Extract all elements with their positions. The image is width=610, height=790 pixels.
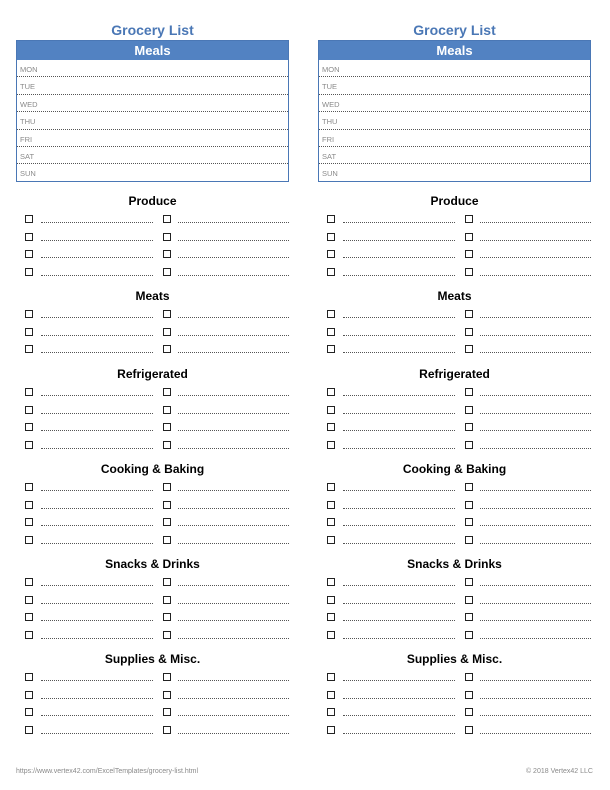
item-write-line[interactable] xyxy=(178,680,289,681)
item-checkbox[interactable] xyxy=(327,483,335,491)
list-title: Grocery List xyxy=(413,22,496,38)
section-title: Snacks & Drinks xyxy=(407,557,502,571)
item-checkbox[interactable] xyxy=(25,501,33,509)
meal-row-fri[interactable]: FRI xyxy=(319,130,590,147)
item-write-line[interactable] xyxy=(343,395,455,396)
item-write-line[interactable] xyxy=(480,620,591,621)
item-checkbox[interactable] xyxy=(465,215,473,223)
item-checkbox[interactable] xyxy=(327,345,335,353)
item-checkbox[interactable] xyxy=(465,631,473,639)
item-checkbox[interactable] xyxy=(25,726,33,734)
item-row xyxy=(16,382,289,400)
item-row xyxy=(318,227,591,245)
meals-table xyxy=(318,40,591,182)
meal-row-sat[interactable]: SAT xyxy=(17,147,288,164)
item-write-line[interactable] xyxy=(343,603,455,604)
item-write-line[interactable] xyxy=(41,430,153,431)
item-checkbox[interactable] xyxy=(327,310,335,318)
item-checkbox[interactable] xyxy=(25,250,33,258)
section-refrigerated xyxy=(318,367,591,452)
item-write-line[interactable] xyxy=(41,490,153,491)
item-checkbox[interactable] xyxy=(163,268,171,276)
item-write-line[interactable] xyxy=(480,638,591,639)
section-title: Produce xyxy=(128,194,177,208)
grocery-list-right xyxy=(318,0,591,666)
item-row xyxy=(318,625,591,643)
meal-row-tue[interactable]: TUE xyxy=(319,77,590,94)
item-row xyxy=(16,702,289,720)
item-checkbox[interactable] xyxy=(25,518,33,526)
item-checkbox[interactable] xyxy=(163,345,171,353)
item-write-line[interactable] xyxy=(178,620,289,621)
item-checkbox[interactable] xyxy=(465,518,473,526)
section-produce xyxy=(16,194,289,279)
item-write-line[interactable] xyxy=(41,525,153,526)
section-produce xyxy=(318,194,591,279)
footer-copyright: © 2018 Vertex42 LLC xyxy=(525,768,593,775)
item-row xyxy=(318,262,591,280)
meal-row-mon[interactable]: MON xyxy=(17,60,288,77)
meal-row-wed[interactable]: WED xyxy=(17,95,288,112)
item-checkbox[interactable] xyxy=(163,596,171,604)
item-checkbox[interactable] xyxy=(163,483,171,491)
section-meats xyxy=(318,289,591,357)
item-write-line[interactable] xyxy=(41,275,153,276)
item-checkbox[interactable] xyxy=(25,596,33,604)
section-title: Snacks & Drinks xyxy=(105,557,200,571)
item-write-line[interactable] xyxy=(41,715,153,716)
item-checkbox[interactable] xyxy=(327,268,335,276)
item-checkbox[interactable] xyxy=(163,423,171,431)
item-row xyxy=(16,607,289,625)
item-row xyxy=(318,572,591,590)
item-row xyxy=(16,417,289,435)
item-row xyxy=(16,339,289,357)
item-row xyxy=(16,304,289,322)
item-write-line[interactable] xyxy=(480,240,591,241)
item-row xyxy=(16,495,289,513)
item-write-line[interactable] xyxy=(41,317,153,318)
item-checkbox[interactable] xyxy=(327,215,335,223)
item-write-line[interactable] xyxy=(480,413,591,414)
item-checkbox[interactable] xyxy=(465,388,473,396)
item-checkbox[interactable] xyxy=(465,596,473,604)
section-title: Cooking & Baking xyxy=(100,462,205,476)
item-checkbox[interactable] xyxy=(25,691,33,699)
item-write-line[interactable] xyxy=(480,715,591,716)
item-checkbox[interactable] xyxy=(163,406,171,414)
item-write-line[interactable] xyxy=(480,490,591,491)
list-title: Grocery List xyxy=(111,22,194,38)
item-checkbox[interactable] xyxy=(25,345,33,353)
item-write-line[interactable] xyxy=(343,222,455,223)
item-write-line[interactable] xyxy=(41,352,153,353)
item-row xyxy=(318,607,591,625)
item-write-line[interactable] xyxy=(480,222,591,223)
meals-table xyxy=(16,40,289,182)
item-checkbox[interactable] xyxy=(465,483,473,491)
item-write-line[interactable] xyxy=(480,585,591,586)
footer-url[interactable]: https://www.vertex42.com/ExcelTemplates/grocery-list.html xyxy=(16,768,199,775)
section-snacks-drinks xyxy=(16,557,289,642)
item-write-line[interactable] xyxy=(480,335,591,336)
item-checkbox[interactable] xyxy=(25,388,33,396)
section-title: Produce xyxy=(430,194,479,208)
item-checkbox[interactable] xyxy=(163,726,171,734)
item-row xyxy=(318,435,591,453)
item-write-line[interactable] xyxy=(178,395,289,396)
item-checkbox[interactable] xyxy=(25,233,33,241)
item-write-line[interactable] xyxy=(178,257,289,258)
item-write-line[interactable] xyxy=(178,430,289,431)
item-checkbox[interactable] xyxy=(327,578,335,586)
item-write-line[interactable] xyxy=(178,733,289,734)
item-checkbox[interactable] xyxy=(465,423,473,431)
item-write-line[interactable] xyxy=(480,508,591,509)
item-checkbox[interactable] xyxy=(327,250,335,258)
item-row xyxy=(318,209,591,227)
item-checkbox[interactable] xyxy=(25,483,33,491)
meal-row-wed[interactable]: WED xyxy=(319,95,590,112)
item-write-line[interactable] xyxy=(480,317,591,318)
item-write-line[interactable] xyxy=(480,430,591,431)
meals-header: Meals xyxy=(17,41,288,60)
item-write-line[interactable] xyxy=(178,275,289,276)
item-checkbox[interactable] xyxy=(25,631,33,639)
item-write-line[interactable] xyxy=(178,240,289,241)
item-checkbox[interactable] xyxy=(327,406,335,414)
item-write-line[interactable] xyxy=(41,222,153,223)
item-row xyxy=(16,590,289,608)
item-row xyxy=(16,512,289,530)
item-write-line[interactable] xyxy=(480,448,591,449)
section-snacks-drinks xyxy=(318,557,591,642)
item-write-line[interactable] xyxy=(480,680,591,681)
item-write-line[interactable] xyxy=(41,395,153,396)
item-write-line[interactable] xyxy=(343,715,455,716)
item-write-line[interactable] xyxy=(178,715,289,716)
item-checkbox[interactable] xyxy=(327,441,335,449)
item-write-line[interactable] xyxy=(480,352,591,353)
item-write-line[interactable] xyxy=(343,585,455,586)
item-checkbox[interactable] xyxy=(465,726,473,734)
item-checkbox[interactable] xyxy=(465,613,473,621)
item-row xyxy=(318,417,591,435)
item-row xyxy=(318,304,591,322)
item-checkbox[interactable] xyxy=(163,536,171,544)
item-checkbox[interactable] xyxy=(327,708,335,716)
item-checkbox[interactable] xyxy=(327,613,335,621)
item-checkbox[interactable] xyxy=(163,441,171,449)
item-write-line[interactable] xyxy=(41,698,153,699)
item-checkbox[interactable] xyxy=(163,708,171,716)
meal-row-tue[interactable]: TUE xyxy=(17,77,288,94)
item-checkbox[interactable] xyxy=(25,673,33,681)
item-write-line[interactable] xyxy=(343,430,455,431)
item-checkbox[interactable] xyxy=(327,501,335,509)
item-write-line[interactable] xyxy=(343,638,455,639)
item-write-line[interactable] xyxy=(480,733,591,734)
item-row xyxy=(16,477,289,495)
item-write-line[interactable] xyxy=(343,490,455,491)
item-checkbox[interactable] xyxy=(465,691,473,699)
item-write-line[interactable] xyxy=(41,508,153,509)
item-row xyxy=(16,244,289,262)
item-checkbox[interactable] xyxy=(163,250,171,258)
meal-row-sat[interactable]: SAT xyxy=(319,147,590,164)
item-write-line[interactable] xyxy=(41,413,153,414)
section-title: Supplies & Misc. xyxy=(406,652,503,666)
item-write-line[interactable] xyxy=(178,508,289,509)
item-checkbox[interactable] xyxy=(327,423,335,431)
meal-row-sun[interactable]: SUN xyxy=(20,169,36,179)
section-supplies-misc xyxy=(16,652,289,737)
item-write-line[interactable] xyxy=(343,525,455,526)
item-checkbox[interactable] xyxy=(327,536,335,544)
item-row xyxy=(16,435,289,453)
item-write-line[interactable] xyxy=(178,222,289,223)
item-row xyxy=(318,667,591,685)
item-checkbox[interactable] xyxy=(163,501,171,509)
item-checkbox[interactable] xyxy=(465,406,473,414)
item-checkbox[interactable] xyxy=(163,613,171,621)
item-row xyxy=(16,572,289,590)
item-write-line[interactable] xyxy=(343,413,455,414)
item-checkbox[interactable] xyxy=(163,578,171,586)
item-checkbox[interactable] xyxy=(163,388,171,396)
item-checkbox[interactable] xyxy=(25,328,33,336)
item-write-line[interactable] xyxy=(41,638,153,639)
item-row xyxy=(318,720,591,738)
item-row xyxy=(318,702,591,720)
item-write-line[interactable] xyxy=(41,257,153,258)
item-write-line[interactable] xyxy=(480,395,591,396)
item-row xyxy=(318,512,591,530)
item-checkbox[interactable] xyxy=(163,518,171,526)
item-write-line[interactable] xyxy=(178,413,289,414)
item-write-line[interactable] xyxy=(343,448,455,449)
item-checkbox[interactable] xyxy=(327,673,335,681)
item-checkbox[interactable] xyxy=(465,673,473,681)
section-meats xyxy=(16,289,289,357)
item-row xyxy=(16,685,289,703)
item-write-line[interactable] xyxy=(178,698,289,699)
item-checkbox[interactable] xyxy=(163,631,171,639)
item-write-line[interactable] xyxy=(41,680,153,681)
item-row xyxy=(16,400,289,418)
section-cooking-baking xyxy=(16,462,289,547)
item-checkbox[interactable] xyxy=(163,691,171,699)
item-checkbox[interactable] xyxy=(327,726,335,734)
item-checkbox[interactable] xyxy=(25,268,33,276)
item-row xyxy=(318,530,591,548)
item-checkbox[interactable] xyxy=(25,613,33,621)
item-write-line[interactable] xyxy=(178,585,289,586)
item-write-line[interactable] xyxy=(343,352,455,353)
item-write-line[interactable] xyxy=(41,585,153,586)
item-row xyxy=(318,477,591,495)
item-row xyxy=(318,495,591,513)
meals-header: Meals xyxy=(319,41,590,60)
item-row xyxy=(318,400,591,418)
item-checkbox[interactable] xyxy=(327,596,335,604)
section-supplies-misc xyxy=(318,652,591,737)
item-write-line[interactable] xyxy=(41,603,153,604)
item-checkbox[interactable] xyxy=(327,631,335,639)
item-checkbox[interactable] xyxy=(163,233,171,241)
item-write-line[interactable] xyxy=(480,275,591,276)
item-checkbox[interactable] xyxy=(465,501,473,509)
section-title: Cooking & Baking xyxy=(402,462,507,476)
item-row xyxy=(318,382,591,400)
item-checkbox[interactable] xyxy=(25,215,33,223)
item-write-line[interactable] xyxy=(343,335,455,336)
item-checkbox[interactable] xyxy=(465,268,473,276)
item-checkbox[interactable] xyxy=(465,536,473,544)
item-write-line[interactable] xyxy=(41,240,153,241)
section-cooking-baking xyxy=(318,462,591,547)
item-write-line[interactable] xyxy=(480,698,591,699)
item-write-line[interactable] xyxy=(41,335,153,336)
item-checkbox[interactable] xyxy=(25,406,33,414)
item-checkbox[interactable] xyxy=(465,328,473,336)
item-write-line[interactable] xyxy=(343,698,455,699)
item-row xyxy=(318,685,591,703)
item-checkbox[interactable] xyxy=(25,423,33,431)
section-title: Supplies & Misc. xyxy=(104,652,201,666)
item-write-line[interactable] xyxy=(178,352,289,353)
section-title: Meats xyxy=(135,289,170,303)
item-write-line[interactable] xyxy=(343,620,455,621)
item-checkbox[interactable] xyxy=(25,310,33,318)
item-checkbox[interactable] xyxy=(25,441,33,449)
item-write-line[interactable] xyxy=(343,257,455,258)
item-checkbox[interactable] xyxy=(465,708,473,716)
item-write-line[interactable] xyxy=(480,257,591,258)
item-row xyxy=(16,625,289,643)
meal-row-mon[interactable]: MON xyxy=(319,60,590,77)
section-title: Refrigerated xyxy=(419,367,490,381)
item-write-line[interactable] xyxy=(343,508,455,509)
item-row xyxy=(16,227,289,245)
item-checkbox[interactable] xyxy=(163,673,171,681)
item-row xyxy=(16,262,289,280)
item-checkbox[interactable] xyxy=(327,328,335,336)
item-checkbox[interactable] xyxy=(25,708,33,716)
item-write-line[interactable] xyxy=(178,490,289,491)
item-write-line[interactable] xyxy=(41,620,153,621)
meal-row-thu[interactable]: THU xyxy=(319,112,590,129)
item-write-line[interactable] xyxy=(343,733,455,734)
item-row xyxy=(16,720,289,738)
item-checkbox[interactable] xyxy=(327,518,335,526)
item-checkbox[interactable] xyxy=(25,578,33,586)
item-row xyxy=(318,339,591,357)
item-checkbox[interactable] xyxy=(465,441,473,449)
meal-row-fri[interactable]: FRI xyxy=(17,130,288,147)
item-row xyxy=(318,590,591,608)
item-row xyxy=(318,244,591,262)
item-row xyxy=(318,322,591,340)
item-write-line[interactable] xyxy=(343,317,455,318)
item-checkbox[interactable] xyxy=(465,310,473,318)
item-checkbox[interactable] xyxy=(327,691,335,699)
item-write-line[interactable] xyxy=(343,543,455,544)
meal-row-sun[interactable]: SUN xyxy=(322,169,338,179)
item-row xyxy=(16,209,289,227)
item-write-line[interactable] xyxy=(480,603,591,604)
item-row xyxy=(16,667,289,685)
meal-row-thu[interactable]: THU xyxy=(17,112,288,129)
item-write-line[interactable] xyxy=(178,335,289,336)
item-write-line[interactable] xyxy=(178,543,289,544)
item-write-line[interactable] xyxy=(480,525,591,526)
item-checkbox[interactable] xyxy=(163,215,171,223)
item-write-line[interactable] xyxy=(41,543,153,544)
item-write-line[interactable] xyxy=(178,638,289,639)
item-write-line[interactable] xyxy=(343,680,455,681)
item-write-line[interactable] xyxy=(41,733,153,734)
item-checkbox[interactable] xyxy=(327,233,335,241)
item-checkbox[interactable] xyxy=(465,578,473,586)
section-title: Meats xyxy=(437,289,472,303)
item-checkbox[interactable] xyxy=(25,536,33,544)
item-write-line[interactable] xyxy=(343,240,455,241)
item-checkbox[interactable] xyxy=(327,388,335,396)
grocery-list-left xyxy=(16,0,289,666)
item-row xyxy=(16,530,289,548)
section-refrigerated xyxy=(16,367,289,452)
item-write-line[interactable] xyxy=(178,525,289,526)
section-title: Refrigerated xyxy=(117,367,188,381)
item-checkbox[interactable] xyxy=(465,345,473,353)
item-write-line[interactable] xyxy=(343,275,455,276)
item-write-line[interactable] xyxy=(41,448,153,449)
item-write-line[interactable] xyxy=(178,317,289,318)
item-write-line[interactable] xyxy=(480,543,591,544)
item-write-line[interactable] xyxy=(178,603,289,604)
item-checkbox[interactable] xyxy=(163,310,171,318)
item-write-line[interactable] xyxy=(178,448,289,449)
item-checkbox[interactable] xyxy=(465,250,473,258)
item-checkbox[interactable] xyxy=(465,233,473,241)
item-checkbox[interactable] xyxy=(163,328,171,336)
item-row xyxy=(16,322,289,340)
